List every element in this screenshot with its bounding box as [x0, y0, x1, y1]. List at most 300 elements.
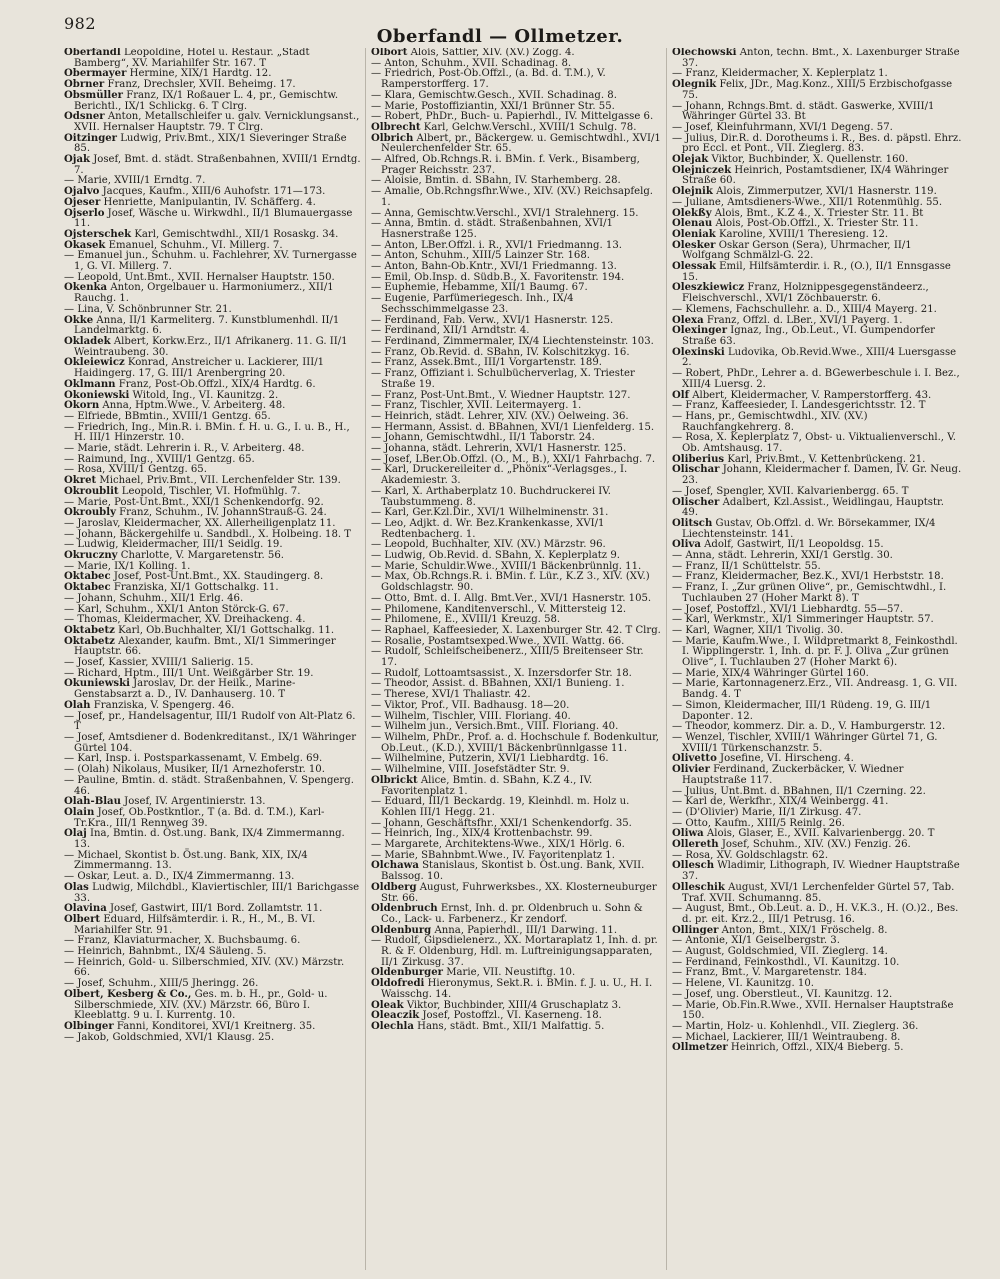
entry-surname: —: [371, 314, 382, 326]
entry-details: Franz, Assek.Bmt., III/1 Vorgartenstr. 189.: [384, 357, 602, 369]
directory-entry: [672, 904, 963, 925]
entry-details: Wilhelm, Tischler, VIII. Floriang. 40.: [384, 710, 571, 722]
entry-details: Hans, pr., Gemischtwdhl., XIV. (XV.) Rauchfangkehrerg. 8.: [682, 410, 868, 433]
entry-details: Ferdinand, Zimmermaler, IX/4 Liechtensteinstr. 103.: [384, 335, 654, 347]
entry-surname: Obermayer: [64, 68, 127, 80]
entry-details: Franziska, XI/1 Gottschalkg. 11.: [113, 582, 279, 594]
entry-surname: Okladek: [64, 335, 111, 347]
entry-details: Alois, Glaser, E., XVII. Kalvarienbergg. 20. T: [706, 828, 935, 840]
entry-surname: —: [64, 453, 75, 465]
entry-surname: —: [64, 946, 75, 958]
entry-surname: —: [371, 710, 382, 722]
entry-details: Otto, Bmt. d. I. Allg. Bmt.Ver., XVI/1 Hasnerstr. 105.: [384, 592, 652, 604]
entry-details: Franz, Ob.Revid. d. SBahn, IV. Kolschitzkyg. 16.: [384, 346, 630, 358]
column-3: [666, 48, 967, 1270]
directory-entry: [672, 369, 963, 390]
entry-details: Amalie, Ob.Rchngsfhr.Wwe., XIV. (XV.) Reichsapfelg. 1.: [381, 186, 653, 208]
directory-entry: [371, 369, 662, 390]
directory-entry: [64, 251, 361, 272]
entry-surname: —: [64, 464, 75, 476]
entry-details: Rosa, X. Keplerplatz 7, Obst- u. Viktualienverschl., V. Ob. Amtshausg. 17.: [682, 432, 956, 455]
column-2: [365, 48, 666, 1270]
directory-entry: [672, 48, 963, 69]
entry-details: Karl, Ger.Kzl.Dir., XVI/1 Wilhelminenstr. 31.: [384, 507, 609, 519]
directory-entry: [371, 904, 662, 925]
entry-surname: Ollesch: [672, 860, 715, 872]
directory-entry: [64, 112, 361, 133]
entry-details: Ludovika, Ob.Revid.Wwe., XIII/4 Luersgasse 2.: [682, 346, 957, 369]
entry-surname: —: [371, 239, 382, 251]
entry-surname: Obsmüller: [64, 89, 123, 101]
entry-details: Viktor, Buchbinder, XIII/4 Gruschaplatz 3.: [406, 999, 622, 1011]
entry-surname: Olejniczek: [672, 164, 732, 176]
entry-details: Eugenie, Parfümeriegesch. Inh., IX/4 Sechsschimmelgasse 23.: [381, 293, 574, 315]
entry-surname: Olejak: [672, 154, 709, 166]
entry-surname: Oleak: [371, 999, 404, 1011]
directory-entry: [672, 326, 963, 347]
entry-surname: —: [371, 796, 382, 808]
entry-details: Ernst, Inh. d. pr. Oldenbruch u. Sohn & Co., Lack- u. Farbenerz., Kr zendorf.: [381, 903, 643, 925]
entry-details: Karl, Ob.Buchhalter, XI/1 Gottschalkg. 11.: [118, 624, 335, 636]
entry-details: Josef, Wäsche u. Wirkwdhl., II/1 Blumauergasse 11.: [74, 207, 353, 230]
entry-details: Karl, Werkmstr., XI/1 Simmeringer Hauptstr. 57.: [685, 614, 934, 626]
entry-details: August, Fuhrwerksbes., XX. Klosterneuburger Str. 66.: [381, 881, 657, 904]
directory-entry: [672, 262, 963, 283]
entry-surname: Olf: [672, 389, 689, 401]
entry-details: Heinrich, Gold- u. Silberschmied, XIV. (XV.) Märzstr. 66.: [74, 956, 345, 979]
entry-surname: —: [371, 68, 382, 80]
entry-details: Adalbert, Kzl.Assist., Weidlingau, Hauptstr. 49.: [682, 496, 944, 519]
entry-surname: Ojsterschek: [64, 228, 132, 240]
entry-surname: —: [672, 400, 683, 412]
entry-surname: Oktabec: [64, 571, 111, 583]
entry-details: Alois, Post-Ob.Offzl., X. Triester Str. 11.: [715, 218, 919, 230]
entry-details: Julius, Unt.Bmt. d. BBahnen, II/1 Czerning. 22.: [685, 785, 926, 797]
directory-entry: [371, 487, 662, 508]
entry-surname: —: [371, 293, 382, 305]
entry-details: Marie, VII. Neustiftg. 10.: [446, 967, 576, 979]
directory-entry: [672, 465, 963, 486]
entry-surname: Obrner: [64, 79, 105, 91]
entry-surname: —: [371, 935, 382, 947]
page-number: 982: [64, 14, 97, 33]
entry-details: Thomas, Kleidermacher, XV. Dreihackeng. 4.: [77, 614, 306, 626]
entry-surname: Olbrickt: [371, 774, 418, 786]
entry-details: Anton, Schuhm., XIII/5 Lainzer Str. 168.: [384, 250, 590, 262]
entry-surname: —: [672, 485, 683, 497]
entry-details: Josef, Postoffzl., XVI/1 Liebhardtg. 55—57.: [685, 603, 904, 615]
entry-surname: Oleszkiewicz: [672, 282, 745, 294]
entry-details: Franziska, V. Spengerg. 46.: [93, 699, 235, 711]
entry-details: Alois, Zimmerputzer, XVI/1 Hasnerstr. 119.: [716, 186, 937, 198]
entry-surname: —: [64, 410, 75, 422]
entry-surname: —: [371, 635, 382, 647]
entry-details: Viktor, Buchbinder, X. Quellenstr. 160.: [711, 154, 909, 166]
entry-surname: —: [371, 218, 382, 230]
entry-surname: —: [672, 806, 683, 818]
entry-surname: —: [371, 764, 382, 776]
entry-surname: —: [672, 1031, 683, 1043]
entry-details: Franz, Kleidermacher, X. Keplerplatz 1.: [685, 68, 888, 80]
entry-surname: —: [672, 1020, 683, 1032]
directory-entry: [371, 134, 662, 155]
entry-details: Eduard, III/1 Beckardg. 19, Kleinhdl. m. Holz u. Kohlen III/1 Hegg. 21.: [381, 796, 630, 818]
entry-surname: Okroublit: [64, 485, 119, 497]
entry-details: Leopoldine, Hotel u. Restaur. „Stadt Bamberg“, XV. Mariahilfer Str. 167. T: [74, 48, 310, 69]
entry-surname: —: [371, 507, 382, 519]
entry-details: Juliane, Amtsdieners-Wwe., XII/1 Rotenmühlg. 55.: [685, 196, 943, 208]
entry-surname: Ojeser: [64, 196, 101, 208]
entry-details: Leopold, Buchhalter, XIV. (XV.) Märzstr. 96.: [384, 539, 606, 551]
entry-details: Aloisie, Bmtin. d. SBahn, IV. Starhemberg. 28.: [384, 175, 621, 187]
directory-entry: [371, 519, 662, 540]
entry-details: Marie, SBahnbmt.Wwe., IV. Favoritenplatz 1.: [384, 849, 615, 861]
entry-surname: —: [672, 624, 683, 636]
entry-details: Rudolf, Lottoamtsassist., X. Inzersdorfer Str. 18.: [384, 667, 632, 679]
entry-surname: Olain: [64, 806, 95, 818]
entry-details: Ludwig, Ob.Revid. d. SBahn, X. Keplerplatz 9.: [384, 550, 620, 562]
entry-details: Klemens, Fachschullehr. a. D., XIII/4 Mayerg. 21.: [685, 303, 937, 315]
entry-details: Theodor, kommerz. Dir. a. D., V. Hamburgerstr. 12.: [685, 721, 946, 733]
directory-entry: [64, 637, 361, 658]
entry-details: Hermann, Assist. d. BBahnen, XVI/1 Lienfelderg. 15.: [384, 421, 655, 433]
directory-entry: [64, 829, 361, 850]
entry-surname: —: [371, 421, 382, 433]
entry-surname: —: [672, 978, 683, 990]
entry-details: Anna, Papierhdl., III/1 Darwing. 11.: [434, 924, 618, 936]
entry-surname: Olexinger: [672, 325, 728, 337]
directory-entry: [64, 712, 361, 733]
entry-surname: —: [371, 432, 382, 444]
directory-entry: [672, 134, 963, 155]
entry-details: Emanuel, Schuhm., VI. Millerg. 7.: [108, 239, 283, 251]
directory-entry: [371, 776, 662, 797]
entry-surname: —: [64, 764, 75, 776]
entry-details: Anna, städt. Lehrerin, XXI/1 Gerstlg. 30.: [685, 550, 893, 562]
entry-details: Ludwig, Milchdbl., Klaviertischler, III/1 Barichgasse 33.: [74, 881, 360, 904]
directory-entry: [64, 883, 361, 904]
entry-surname: Olivetto: [672, 753, 717, 765]
entry-surname: —: [371, 207, 382, 219]
directory-entry: [371, 187, 662, 208]
entry-surname: Oklmann: [64, 378, 116, 390]
entry-details: Felix, JDr., Mag.Konz., XIII/5 Erzbischofgasse 75.: [682, 79, 953, 101]
entry-details: Franz, Bmt., V. Margaretenstr. 184.: [685, 967, 867, 979]
entry-details: Leo, Adjkt. d. Wr. Bez.Krankenkasse, XVI/1 Redtenbacherg. 1.: [381, 517, 605, 540]
entry-details: Rudolf, Schleifscheibenerz., XIII/5 Breitenseer Str. 17.: [381, 646, 644, 669]
entry-surname: Ojserlo: [64, 207, 105, 219]
entry-surname: Olah-Blau: [64, 796, 121, 808]
entry-surname: —: [672, 849, 683, 861]
entry-surname: —: [371, 517, 382, 529]
entry-surname: Okret: [64, 475, 97, 487]
directory-entry: [371, 155, 662, 176]
entry-details: Ina, Bmtin. d. Öst.ung. Bank, IX/4 Zimmermanng. 13.: [74, 828, 345, 851]
entry-surname: —: [64, 496, 75, 508]
entry-surname: —: [672, 903, 683, 915]
entry-surname: Oleniak: [672, 228, 716, 240]
entry-details: Philomene, Kanditenverschl., V. Mittersteig 12.: [384, 603, 627, 615]
entry-details: Josef, Schuhm., XIV. (XV.) Fenzig. 26.: [721, 839, 911, 851]
directory-entry: [64, 733, 361, 754]
entry-details: Karl, X. Arthaberplatz 10. Buchdruckerei IV. Taubstummeng. 8.: [381, 485, 612, 508]
entry-details: Johann, Kleidermacher f. Damen, IV. Gr. Neug. 23.: [682, 464, 962, 487]
entry-details: Ludwig, Kleidermacher, III/1 Seidlg. 19.: [77, 539, 283, 551]
entry-details: Anna, Bmtin. d. städt. Straßenbahnen, XVI/1 Hasnerstraße 125.: [381, 218, 613, 240]
entry-details: Leopold, Tischler, VI. Hofmühlg. 7.: [121, 485, 301, 497]
entry-details: Alfred, Ob.Rchngs.R. i. BMin. f. Verk., Bisamberg, Prager Reichsstr. 237.: [381, 154, 640, 176]
entry-surname: —: [371, 699, 382, 711]
entry-details: Alexander, kaufm. Bmt., XI/1 Simmeringer Hauptstr. 66.: [74, 635, 336, 658]
entry-details: Marie, XVIII/1 Erndtg. 7.: [77, 175, 206, 187]
directory-entry: [371, 647, 662, 668]
entry-surname: Oliwa: [672, 828, 704, 840]
column-1: [64, 48, 365, 1270]
entry-surname: —: [371, 646, 382, 658]
entry-surname: —: [672, 614, 683, 626]
directory-columns: [64, 48, 968, 1270]
directory-entry: [64, 808, 361, 829]
entry-surname: —: [371, 443, 382, 455]
entry-surname: —: [672, 68, 683, 80]
entry-surname: —: [64, 614, 75, 626]
entry-surname: —: [672, 603, 683, 615]
entry-details: Karl, Gelchw.Verschl., XVIII/1 Schulg. 78.: [423, 121, 637, 133]
directory-entry: [672, 765, 963, 786]
directory-entry: [64, 316, 361, 337]
entry-surname: Olexa: [672, 314, 704, 326]
entry-surname: —: [371, 271, 382, 283]
entry-details: Marie, XIX/4 Währinger Gürtel 160.: [685, 667, 869, 679]
entry-surname: —: [371, 592, 382, 604]
directory-entry: [672, 701, 963, 722]
entry-surname: —: [64, 517, 75, 529]
entry-surname: —: [371, 154, 382, 166]
entry-surname: —: [64, 560, 75, 572]
entry-details: Franz, Schuhm., IV. JohannStrauß-G. 24.: [119, 507, 327, 519]
entry-details: (Olah) Nikolaus, Musiker, II/1 Arnezhoferstr. 10.: [77, 764, 325, 776]
entry-details: Franz, Post-Ob.Offzl., XIX/4 Hardtg. 6.: [118, 378, 316, 390]
entry-details: Franz, Offzl. d. LBer., XVI/1 Payerg. 1.: [706, 314, 903, 326]
entry-details: Elfriede, BBmtin., XVIII/1 Gentzg. 65.: [77, 410, 271, 422]
directory-entry: [371, 572, 662, 593]
entry-details: Rudolf, Gipsdielenerz., XX. Mortaraplatz 1, Inh. d. pr. R. & F. Oldenburg, Hdl. m. Luftreinigungsapparaten, II/1 Zirkusg. 37.: [381, 935, 658, 968]
entry-details: Charlotte, V. Margaretenstr. 56.: [120, 550, 284, 562]
entry-surname: Olechowski: [672, 48, 737, 58]
entry-surname: —: [371, 721, 382, 733]
entry-surname: —: [371, 667, 382, 679]
entry-surname: Olivier: [672, 764, 710, 776]
entry-surname: —: [371, 410, 382, 422]
directory-entry: [371, 797, 662, 818]
entry-details: Marie, Ob.Fin.R.Wwe., XVII. Hernalser Hauptstraße 150.: [682, 999, 954, 1022]
entry-surname: —: [371, 624, 382, 636]
entry-details: Josef, Post-Unt.Bmt., XX. Staudingerg. 8.: [113, 571, 324, 583]
entry-surname: —: [371, 571, 382, 583]
entry-surname: —: [672, 432, 683, 444]
entry-details: Hans, städt. Bmt., XII/1 Malfattig. 5.: [417, 1020, 605, 1032]
directory-entry: [64, 958, 361, 979]
directory-entry: [672, 80, 963, 101]
entry-surname: —: [672, 988, 683, 1000]
entry-details: Karl, Schuhm., XXI/1 Anton Störck-G. 67.: [77, 603, 289, 615]
entry-surname: —: [672, 817, 683, 829]
entry-details: Philomene, E., XVIII/1 Kreuzg. 58.: [384, 614, 561, 626]
entry-surname: —: [672, 368, 683, 380]
entry-surname: —: [64, 175, 75, 187]
entry-details: Robert, PhDr., Lehrer a. d. BGewerbeschule i. I. Bez., XIII/4 Luersg. 2.: [682, 368, 960, 390]
entry-details: Franz, Kaffeesieder, I. Landesgerichtsstr. 12. T: [685, 400, 926, 412]
entry-details: Josef, Amtsdiener d. Bodenkreditanst., IX/1 Währinger Gürtel 104.: [74, 732, 357, 754]
entry-details: Marie, Kartonnagenerz.Erz., VII. Andreasg. 1, G. VII. Bandg. 4. T: [682, 678, 958, 701]
entry-surname: Olavina: [64, 903, 107, 915]
directory-entry: [672, 412, 963, 433]
entry-surname: —: [371, 689, 382, 701]
directory-entry: [672, 519, 963, 540]
entry-details: Oskar, Leut. a. D., IX/4 Zimmermanng. 13.: [77, 871, 295, 883]
entry-details: Josef, Kassier, XVIII/1 Salierig. 15.: [77, 657, 254, 669]
entry-surname: —: [371, 732, 382, 743]
entry-surname: Ollinger: [672, 924, 719, 936]
directory-entry: [371, 69, 662, 90]
entry-details: Josef, Postoffzl., VI. Kaserneng. 18.: [422, 1010, 602, 1022]
entry-details: Anna, Gemischtw.Verschl., XVI/1 Stralehnerg. 15.: [384, 207, 639, 219]
entry-surname: —: [371, 485, 382, 497]
entry-details: Wilhelm jun., Versich.Bmt., VIII. Floriang. 40.: [384, 721, 619, 733]
entry-details: Marie, Postoffiziantin, XXI/1 Brünner Str. 55.: [384, 100, 615, 112]
entry-surname: —: [64, 956, 75, 968]
entry-surname: —: [672, 303, 683, 315]
directory-entry: [64, 155, 361, 176]
entry-surname: Oberfandl: [64, 48, 121, 58]
entry-details: Karl, Priv.Bmt., V. Kettenbrückeng. 21.: [727, 453, 926, 465]
entry-surname: —: [64, 592, 75, 604]
entry-details: Josef, Schuhm., XIII/5 Jheringg. 26.: [77, 978, 259, 990]
directory-entry: [64, 915, 361, 936]
entry-details: Josef, Kleinfuhrmann, XVI/1 Degeng. 57.: [685, 121, 893, 133]
entry-details: Marie, städt. Lehrerin i. R., V. Arbeiterg. 48.: [77, 443, 305, 455]
entry-details: Euphemie, Hebamme, XII/1 Baumg. 67.: [384, 282, 588, 294]
entry-details: Ferdinand, Feinkosthdl., VI. Kaunitzg. 10.: [685, 956, 900, 968]
entry-surname: Oldberg: [371, 881, 417, 893]
entry-surname: —: [371, 261, 382, 273]
entry-surname: —: [64, 753, 75, 765]
entry-surname: —: [64, 871, 75, 883]
entry-details: (D'Olivier) Marie, II/1 Zirkusg. 47.: [685, 806, 862, 818]
entry-details: Albert, pr., Bäckergew. u. Gemischtwdhl., XVI/1 Neulerchenfelder Str. 65.: [381, 132, 661, 155]
entry-details: Anton, LBer.Offzl. i. R., XVI/1 Friedmanng. 13.: [384, 239, 622, 251]
entry-surname: —: [672, 132, 683, 144]
entry-details: Franz, Tischler, XVII. Leitermayerg. 1.: [384, 400, 582, 412]
entry-surname: —: [371, 817, 382, 829]
entry-surname: —: [64, 539, 75, 551]
entry-surname: Olbinger: [64, 1020, 114, 1032]
entry-surname: —: [672, 571, 683, 583]
entry-surname: —: [672, 721, 683, 733]
entry-details: Emil, Hilfsämterdir. i. R., (O.), II/1 Ennsgasse 15.: [682, 261, 951, 283]
directory-entry: [371, 294, 662, 315]
entry-surname: —: [371, 282, 382, 294]
entry-details: Karl, Wagner, XII/1 Tivolig. 30.: [685, 624, 844, 636]
entry-details: Heinrich, städt. Lehrer, XIV. (XV.) Oelweing. 36.: [384, 410, 629, 422]
entry-details: Anton, Schuhm., XVII. Schadinag. 8.: [384, 57, 572, 69]
directory-entry: [371, 936, 662, 968]
entry-details: Michael, Lackierer, III/1 Weintraubeng. 8.: [685, 1031, 901, 1043]
entry-details: Jaroslav, Dr. der Heilk., Marine-Genstabsarzt a. D., IV. Danhauserg. 10. T: [74, 678, 296, 701]
entry-details: Martin, Holz- u. Kohlenhdl., VII. Zieglerg. 36.: [685, 1020, 919, 1032]
entry-surname: —: [672, 699, 683, 711]
entry-surname: Olbrich: [371, 132, 414, 144]
entry-details: Franz, Drechsler, XVII. Beheimg. 17.: [107, 79, 296, 91]
directory-entry: [672, 102, 963, 123]
entry-surname: Oldenburg: [371, 924, 432, 936]
entry-surname: Olenau: [672, 218, 713, 230]
entry-surname: Oldofredi: [371, 978, 425, 990]
directory-entry: [64, 851, 361, 872]
entry-details: Friedrich, Post-Ob.Offzl., (a. Bd. d. T.M.), V. Ramperstorfferg. 17.: [381, 68, 606, 91]
entry-surname: Okenka: [64, 282, 108, 294]
entry-details: Heinrich, Postamtsdiener, IX/4 Währinger Straße 60.: [682, 164, 949, 187]
entry-details: August, Bmt., Ob.Leut. a. D., H. V.K.3., H. (O.)2., Bes. d. pr. eit. Krz.2., III/1 Petrusg. 16.: [682, 903, 959, 925]
directory-entry: [672, 861, 963, 882]
entry-surname: —: [371, 550, 382, 562]
entry-surname: —: [672, 667, 683, 679]
entry-details: Anton, Bahn-Ob.Kntr., XVI/1 Friedmanng. 13.: [384, 261, 617, 273]
entry-details: Franz, Offiziant i. Schulbücherverlag, X. Triester Straße 19.: [381, 368, 635, 390]
entry-surname: —: [672, 410, 683, 422]
directory-entry: [672, 679, 963, 700]
entry-details: Therese, XVI/1 Thaliastr. 42.: [384, 689, 531, 701]
entry-surname: —: [371, 346, 382, 358]
running-head: Oberfandl — Ollmetzer.: [376, 26, 624, 47]
entry-surname: —: [371, 560, 382, 572]
entry-details: Jacques, Kaufm., XIII/6 Auhofstr. 171—173.: [102, 186, 326, 198]
entry-surname: Okuniewski: [64, 678, 130, 690]
entry-surname: —: [672, 121, 683, 133]
entry-surname: —: [371, 368, 382, 380]
entry-details: August, XVI/1 Lerchenfelder Gürtel 57, Tab. Traf. XVII. Schumanng. 85.: [682, 881, 955, 904]
entry-details: Ferdinand, Zuckerbäcker, V. Wiedner Hauptstraße 117.: [682, 764, 904, 786]
entry-surname: —: [371, 389, 382, 401]
entry-details: Josef, Gastwirt, III/1 Bord. Zollamtstr. 11.: [109, 903, 323, 915]
entry-surname: Olbert, Kesberg & Co.,: [64, 988, 192, 1000]
entry-surname: —: [371, 678, 382, 690]
entry-details: Hermine, XIX/1 Hardtg. 12.: [129, 68, 272, 80]
entry-details: Raphael, Kaffeesieder, X. Laxenburger Str. 42. T Clrg.: [384, 624, 661, 636]
entry-details: Johanna, städt. Lehrerin, XVI/1 Hasnerstr. 125.: [384, 443, 627, 455]
entry-details: Konrad, Anstreicher u. Lackierer, III/1 Haidingerg. 17, G. III/1 Arenbergring 20.: [74, 357, 325, 380]
entry-surname: Okruczny: [64, 550, 118, 562]
entry-details: Heinrich, Offzl., XIX/4 Bieberg. 5.: [730, 1042, 904, 1054]
directory-entry: [672, 283, 963, 304]
entry-surname: —: [672, 635, 683, 647]
entry-surname: —: [371, 111, 382, 123]
entry-surname: —: [672, 967, 683, 979]
entry-details: Karl, Gemischtwdhl., XII/1 Rosaskg. 34.: [134, 228, 339, 240]
entry-details: Rosa, XV. Goldschlagstr. 62.: [685, 849, 829, 861]
entry-details: Josef, ung. Oberstleut., VI. Kaunitzg. 12.: [685, 988, 893, 1000]
entry-details: Marie, Post-Unt.Bmt., XXI/1 Schenkendorfg. 92.: [77, 496, 324, 508]
directory-entry: [64, 776, 361, 797]
entry-surname: Olleschik: [672, 881, 725, 893]
directory-entry: [371, 219, 662, 240]
directory-entry: [64, 423, 361, 444]
entry-details: Franz, I. „Zur grünen Olive“, pr., Gemischtwdhl., I. Tuchlauben 27 (Hoher Markt 8). T: [682, 582, 947, 604]
entry-details: Franz, II/1 Schüttelstr. 55.: [685, 560, 821, 572]
entry-surname: Ojalvo: [64, 186, 100, 198]
entry-surname: —: [371, 325, 382, 337]
entry-details: Max, Ob.Rchngs.R. i. BMin. f. Lür., K.Z 3., XIV. (XV.) Goldschlagstr. 90.: [381, 571, 650, 594]
